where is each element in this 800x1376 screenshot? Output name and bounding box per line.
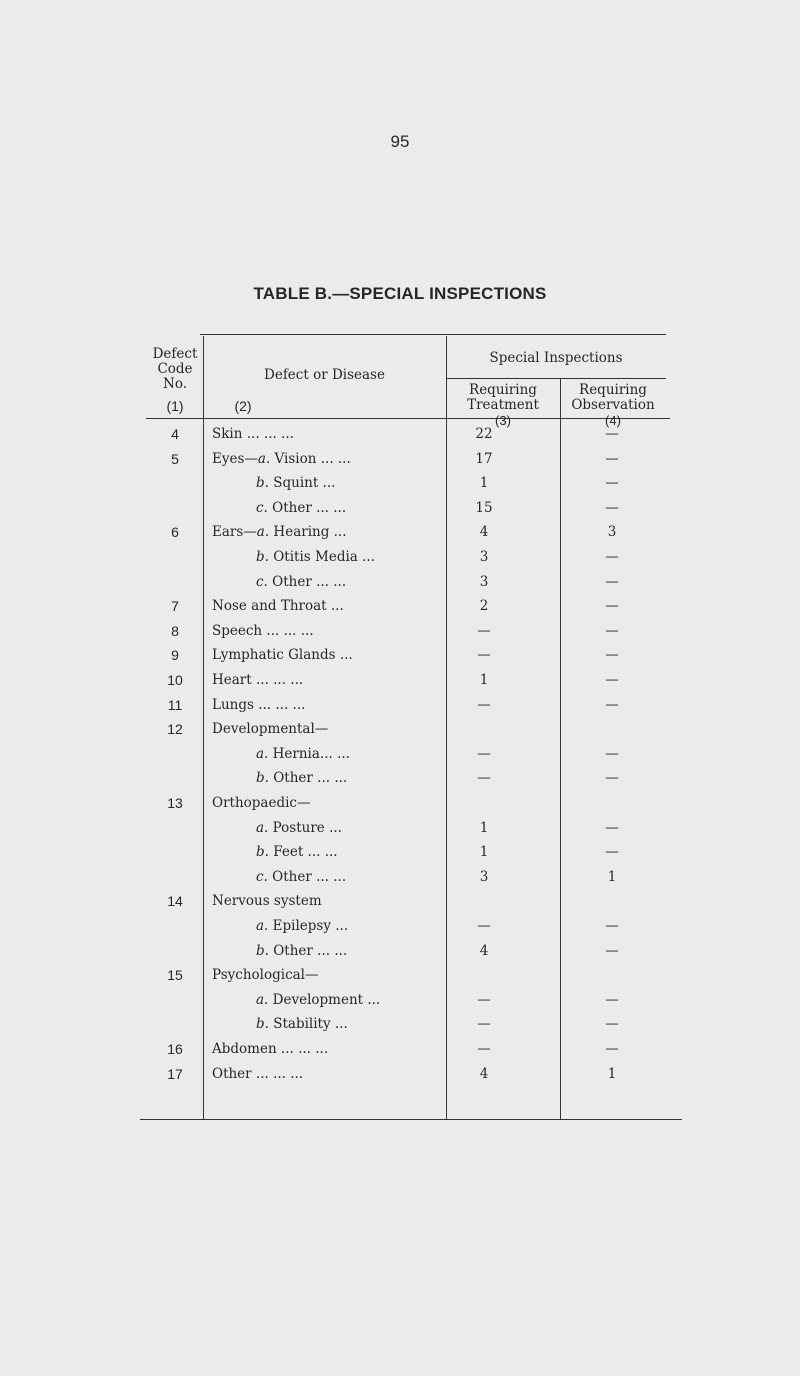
observation-value: —: [605, 573, 619, 590]
treatment-value: —: [477, 918, 491, 934]
defect-label: [256, 500, 346, 516]
table-row: [0, 893, 800, 909]
sub-letter: a.: [257, 450, 271, 467]
observation-value: —: [605, 745, 619, 762]
treatment-value: 3: [479, 868, 489, 885]
table-row: [0, 524, 800, 540]
header-code-line2: Code: [157, 361, 193, 377]
header-defect: Defect or Disease: [264, 367, 385, 383]
table-row: [0, 647, 800, 663]
defect-name: Other ... ...: [268, 770, 348, 787]
defect-code: 9: [171, 647, 179, 664]
defect-label: [212, 451, 351, 467]
treatment-value: 15: [475, 499, 493, 516]
sub-letter: b.: [256, 770, 269, 787]
defect-label: [256, 943, 347, 959]
observation-value: —: [605, 499, 619, 516]
defect-name: Other ... ... ...: [212, 1065, 304, 1082]
defect-name: Speech ... ... ...: [212, 622, 314, 639]
defect-name: Hernia... ...: [268, 745, 350, 762]
defect-code: 10: [167, 672, 183, 688]
sub-letter: c.: [256, 573, 268, 590]
table-row: [0, 697, 800, 713]
treatment-value: —: [477, 647, 491, 664]
table-row: [0, 623, 800, 639]
defect-label: [212, 672, 303, 688]
defect-label: [256, 918, 348, 934]
defect-code: 5: [171, 450, 179, 467]
defect-code: 16: [167, 1041, 183, 1057]
defect-label: [256, 820, 342, 836]
header-observation-line1: Requiring: [579, 382, 647, 398]
treatment-value: —: [477, 696, 491, 713]
defect-code: 8: [171, 622, 179, 639]
defect-label: [212, 598, 344, 614]
header-special-inspections: Special Inspections: [489, 350, 623, 366]
observation-value: —: [605, 918, 619, 934]
table-row: [0, 672, 800, 688]
defect-name: Orthopaedic—: [212, 795, 311, 811]
defect-name: Squint ...: [268, 475, 336, 492]
sub-letter: b.: [256, 549, 269, 565]
defect-name: Other ... ...: [267, 868, 347, 885]
defect-label: [212, 1066, 303, 1082]
defect-name: Heart ... ... ...: [212, 672, 304, 688]
observation-value: 3: [607, 524, 617, 541]
defect-name: Stability ...: [268, 1016, 348, 1033]
header-code-line3: No.: [163, 376, 187, 392]
defect-label: [212, 647, 353, 663]
defect-label: [256, 1016, 348, 1032]
defect-code: 14: [167, 893, 183, 910]
header-defect-num: (2): [234, 398, 252, 414]
table-row: [0, 500, 800, 516]
treatment-value: 3: [479, 573, 489, 590]
defect-name: Vision ... ...: [270, 450, 351, 467]
table-row: [0, 844, 800, 860]
table-row: [0, 992, 800, 1008]
defect-code: 4: [171, 426, 179, 442]
defect-name: Lymphatic Glands ...: [212, 647, 353, 664]
treatment-value: 1: [479, 475, 489, 492]
header-treatment-line2: Treatment: [467, 397, 539, 413]
header-observation-line2: Observation: [571, 397, 655, 413]
table-row: [0, 475, 800, 491]
table-top-rule: [200, 334, 666, 335]
table-bottom-rule: [140, 1119, 682, 1120]
defect-label: [212, 697, 305, 713]
table-row: [0, 943, 800, 959]
observation-value: —: [605, 622, 619, 639]
defect-name: Psychological—: [212, 967, 319, 984]
table-row: [0, 1066, 800, 1082]
defect-name: Skin ... ... ...: [212, 426, 294, 442]
sub-letter: c.: [256, 868, 268, 885]
defect-code: 17: [167, 1065, 183, 1082]
defect-label: [256, 549, 375, 565]
table-row: [0, 746, 800, 762]
defect-label: [212, 893, 322, 909]
observation-value: —: [605, 844, 619, 861]
defect-name: Nose and Throat ...: [212, 598, 344, 615]
header-code-num: (1): [166, 398, 184, 414]
treatment-value: —: [477, 770, 491, 787]
treatment-value: 17: [475, 450, 493, 467]
treatment-value: 22: [475, 426, 493, 442]
defect-name: Developmental—: [212, 721, 329, 738]
table-row: [0, 574, 800, 590]
defect-label: [212, 795, 310, 811]
defect-label: [212, 426, 294, 442]
treatment-value: 1: [479, 819, 489, 836]
observation-value: —: [605, 426, 619, 442]
observation-value: —: [605, 549, 619, 565]
group-header-rule: [446, 378, 666, 379]
defect-code: 15: [167, 967, 183, 984]
observation-value: —: [605, 942, 619, 959]
defect-label: [256, 869, 346, 885]
defect-code: 6: [171, 524, 179, 541]
observation-value: —: [605, 819, 619, 836]
table-row: [0, 426, 800, 442]
observation-value: 1: [607, 868, 617, 885]
treatment-value: 4: [479, 942, 489, 959]
treatment-value: 3: [479, 549, 489, 565]
table-row: [0, 795, 800, 811]
observation-value: —: [605, 475, 619, 492]
defect-prefix: Eyes—: [212, 450, 258, 467]
defect-label: [212, 967, 319, 983]
defect-code: 12: [167, 721, 183, 738]
treatment-value: 2: [479, 598, 489, 615]
sub-letter: b.: [256, 844, 269, 861]
observation-value: —: [605, 598, 619, 615]
sub-letter: b.: [256, 475, 269, 492]
page-number: 95: [390, 132, 410, 151]
observation-value: —: [605, 450, 619, 467]
defect-name: Otitis Media ...: [268, 549, 375, 565]
treatment-value: 4: [479, 524, 489, 541]
table-row: [0, 721, 800, 737]
observation-value: —: [605, 1016, 619, 1033]
treatment-value: —: [477, 1016, 491, 1033]
observation-value: —: [605, 770, 619, 787]
defect-code: 7: [171, 598, 179, 615]
observation-value: —: [605, 696, 619, 713]
sub-letter: a.: [256, 918, 269, 934]
table-row: [0, 598, 800, 614]
treatment-value: 4: [479, 1065, 489, 1082]
defect-code: 13: [167, 795, 183, 811]
defect-name: Other ... ...: [267, 573, 347, 590]
defect-name: Abdomen ... ... ...: [212, 1041, 329, 1057]
defect-name: Hearing ...: [269, 524, 347, 541]
defect-prefix: Ears—: [212, 524, 257, 541]
defect-label: [256, 574, 346, 590]
defect-label: [212, 623, 314, 639]
defect-name: Nervous system: [212, 893, 322, 910]
table-row: [0, 549, 800, 565]
observation-value: —: [605, 647, 619, 664]
treatment-value: —: [477, 622, 491, 639]
observation-value: —: [605, 991, 619, 1008]
defect-code: 11: [167, 696, 183, 713]
sub-letter: c.: [256, 499, 268, 516]
defect-label: [256, 746, 350, 762]
table-row: [0, 1016, 800, 1032]
defect-name: Other ... ...: [267, 499, 347, 516]
treatment-value: 1: [479, 844, 489, 861]
treatment-value: —: [477, 991, 491, 1008]
header-code-line1: Defect: [152, 346, 198, 362]
table-row: [0, 1041, 800, 1057]
treatment-value: —: [477, 1041, 491, 1057]
sub-letter: a.: [256, 745, 269, 762]
defect-label: [212, 524, 347, 540]
defect-name: Posture ...: [268, 819, 342, 836]
table-row: [0, 967, 800, 983]
observation-value: —: [605, 1041, 619, 1057]
defect-label: [256, 475, 335, 491]
table-row: [0, 451, 800, 467]
table-row: [0, 869, 800, 885]
defect-name: Lungs ... ... ...: [212, 696, 306, 713]
defect-label: [256, 844, 338, 860]
table-title: TABLE B.—SPECIAL INSPECTIONS: [253, 284, 547, 303]
table-row: [0, 918, 800, 934]
table-row: [0, 820, 800, 836]
sub-letter: b.: [256, 942, 269, 959]
defect-label: [212, 721, 328, 737]
sub-letter: a.: [256, 819, 269, 836]
sub-letter: a.: [256, 524, 270, 541]
sub-letter: b.: [256, 1016, 269, 1033]
sub-letter: a.: [256, 991, 269, 1008]
defect-label: [256, 992, 380, 1008]
treatment-value: —: [477, 745, 491, 762]
observation-value: 1: [607, 1065, 617, 1082]
defect-name: Development ...: [268, 991, 381, 1008]
treatment-value: 1: [479, 672, 489, 688]
defect-label: [256, 770, 347, 786]
defect-name: Feet ... ...: [268, 844, 338, 861]
table-row: [0, 770, 800, 786]
defect-label: [212, 1041, 328, 1057]
observation-value: —: [605, 672, 619, 688]
defect-name: Other ... ...: [268, 942, 348, 959]
defect-name: Epilepsy ...: [268, 918, 349, 934]
header-treatment-line1: Requiring: [469, 382, 537, 398]
header-observation-num: (4): [605, 413, 621, 428]
header-treatment-num: (3): [495, 413, 511, 428]
